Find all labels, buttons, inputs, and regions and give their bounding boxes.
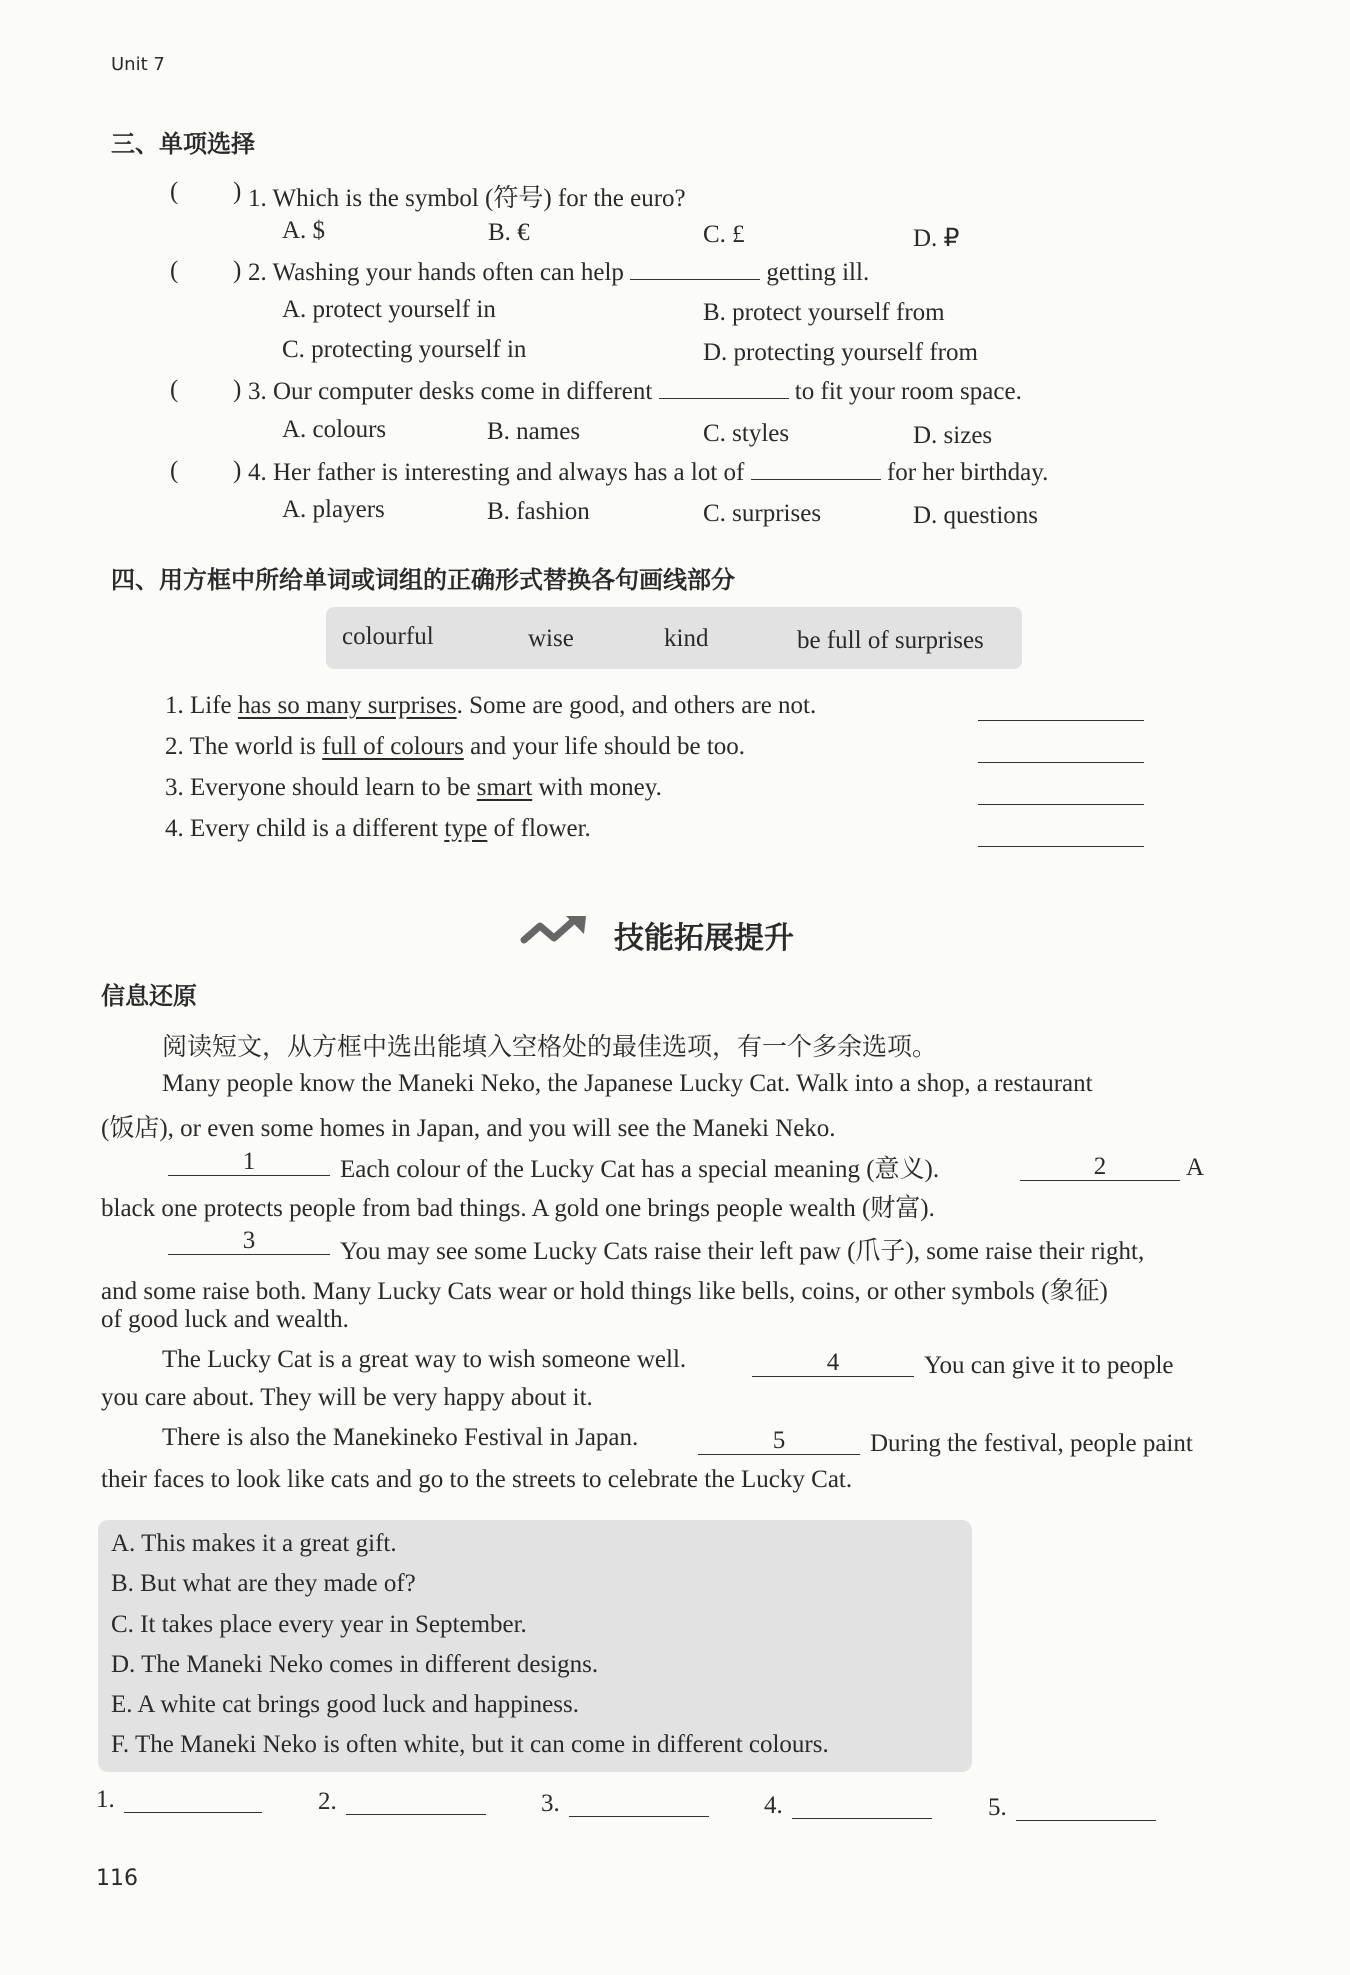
passage-blank-3[interactable]: 3: [168, 1228, 330, 1255]
passage-line: A: [1186, 1154, 1205, 1181]
answer-line-3[interactable]: [978, 804, 1144, 805]
passage-line: you care about. They will be very happy about it.: [101, 1384, 593, 1411]
s2-after: and your life should be too.: [463, 733, 746, 760]
trend-up-icon: [520, 914, 592, 953]
q3-stem-before: 3. Our computer desks come in different: [248, 378, 653, 405]
q1-option-c: C. £: [703, 221, 745, 248]
rewrite-sentence-1: [165, 692, 816, 720]
passage-blank-1[interactable]: 1: [168, 1149, 330, 1176]
passage-line: There is also the Manekineko Festival in Japan.: [162, 1424, 639, 1451]
passage-line: The Lucky Cat is a great way to wish someone well.: [162, 1346, 687, 1373]
q3-stem-after: to fit your room space.: [794, 378, 1022, 405]
option-c: C. It takes place every year in September.: [111, 1611, 527, 1638]
answer-paren-open-4: (: [170, 457, 179, 484]
answer-paren-close-3[interactable]: ): [233, 376, 242, 403]
passage-line: Many people know the Maneki Neko, the Japanese Lucky Cat. Walk into a shop, a restaurant: [162, 1070, 1093, 1097]
answer-label-4: 4.: [764, 1792, 783, 1819]
q2-option-d: D. protecting yourself from: [703, 339, 978, 366]
answer-line-2[interactable]: [978, 762, 1144, 763]
rewrite-sentence-2: [165, 733, 745, 761]
answer-label-1: 1.: [96, 1786, 115, 1813]
passage-line: of good luck and wealth.: [101, 1306, 349, 1333]
word-bank-item-3: kind: [664, 625, 709, 652]
final-answer-line-2[interactable]: [346, 1814, 486, 1815]
passage-line: black one protects people from bad things. A gold one brings people wealth (财富).: [101, 1195, 935, 1222]
answer-line-4[interactable]: [978, 846, 1144, 847]
answer-paren-close-4[interactable]: ): [233, 457, 242, 484]
s2-underlined: full of colours: [322, 733, 464, 760]
q2-stem-before: 2. Washing your hands often can help: [248, 259, 624, 286]
s1-underlined: has so many surprises: [237, 692, 457, 719]
s1-before: 1. Life: [165, 692, 238, 719]
question-stem-1: 1. Which is the symbol (符号) for the euro?: [248, 185, 686, 212]
passage-line: You can give it to people: [924, 1352, 1174, 1379]
section3-title: 三、单项选择: [111, 130, 255, 158]
s1-after: . Some are good, and others are not.: [456, 692, 817, 719]
passage-line: and some raise both. Many Lucky Cats wear or hold things like bells, coins, or other symbols (象征): [101, 1278, 1108, 1305]
answer-paren-open-2: (: [170, 257, 179, 284]
rewrite-sentence-3: [165, 774, 662, 802]
q3-blank[interactable]: [659, 376, 789, 399]
s4-after: of flower.: [487, 815, 591, 842]
q4-option-a: A. players: [282, 496, 385, 523]
q2-stem-after: getting ill.: [766, 259, 870, 286]
page-number: 116: [96, 1866, 138, 1891]
option-d: D. The Maneki Neko comes in different designs.: [111, 1651, 599, 1678]
q2-blank[interactable]: [630, 257, 760, 280]
s3-before: 3. Everyone should learn to be: [165, 774, 477, 801]
word-bank-item-4: be full of surprises: [797, 627, 984, 654]
option-e: E. A white cat brings good luck and happiness.: [111, 1691, 579, 1718]
q4-option-d: D. questions: [913, 502, 1038, 529]
s3-underlined: smart: [476, 774, 533, 801]
final-answer-line-5[interactable]: [1016, 1820, 1156, 1821]
passage-line: Each colour of the Lucky Cat has a special meaning (意义).: [340, 1156, 940, 1183]
answer-label-3: 3.: [541, 1790, 560, 1817]
option-b: B. But what are they made of?: [111, 1570, 416, 1597]
passage-blank-4[interactable]: 4: [752, 1350, 914, 1377]
q4-option-c: C. surprises: [703, 500, 822, 527]
passage-line: During the festival, people paint: [870, 1430, 1193, 1457]
answer-paren-close-2[interactable]: ): [233, 257, 242, 284]
s4-before: 4. Every child is a different: [165, 815, 445, 842]
passage-blank-2[interactable]: 2: [1020, 1154, 1180, 1181]
q3-option-c: C. styles: [703, 420, 790, 447]
q4-blank[interactable]: [751, 457, 881, 480]
skills-subtitle: 信息还原: [101, 982, 197, 1010]
passage-line: You may see some Lucky Cats raise their left paw (爪子), some raise their right,: [340, 1238, 1145, 1265]
answer-paren-open-3: (: [170, 376, 179, 403]
word-bank-item-1: colourful: [342, 623, 434, 650]
final-answer-line-4[interactable]: [792, 1818, 932, 1819]
passage-blank-5[interactable]: 5: [698, 1428, 860, 1455]
question-stem-4: [248, 457, 1048, 487]
final-answer-line-3[interactable]: [569, 1816, 709, 1817]
word-bank-item-2: wise: [528, 625, 574, 652]
q1-option-d: D. ₽: [913, 225, 960, 252]
option-f: F. The Maneki Neko is often white, but it can come in different colours.: [111, 1731, 829, 1758]
q1-option-b: B. €: [488, 219, 530, 246]
q3-option-a: A. colours: [282, 416, 387, 443]
s2-before: 2. The world is: [165, 733, 323, 760]
answer-label-5: 5.: [988, 1794, 1007, 1821]
q1-option-a: A. $: [282, 217, 326, 244]
answer-line-1[interactable]: [978, 720, 1144, 721]
final-answer-line-1[interactable]: [124, 1812, 262, 1813]
q2-option-c: C. protecting yourself in: [282, 336, 527, 363]
s4-underlined: type: [444, 815, 488, 842]
q3-option-d: D. sizes: [913, 422, 993, 449]
option-a: A. This makes it a great gift.: [111, 1530, 397, 1557]
skills-banner-title: 技能拓展提升: [614, 921, 794, 956]
unit-label: Unit 7: [111, 54, 165, 75]
q2-option-a: A. protect yourself in: [282, 296, 496, 323]
section4-title: 四、用方框中所给单词或词组的正确形式替换各句画线部分: [111, 566, 735, 594]
q4-option-b: B. fashion: [487, 498, 590, 525]
passage-line: their faces to look like cats and go to the streets to celebrate the Lucky Cat.: [101, 1466, 853, 1493]
reading-instruction: 阅读短文，从方框中选出能填入空格处的最佳选项，有一个多余选项。: [162, 1034, 938, 1061]
answer-paren-close-1[interactable]: ): [233, 178, 242, 205]
rewrite-sentence-4: [165, 815, 591, 843]
passage-line: (饭店), or even some homes in Japan, and you will see the Maneki Neko.: [101, 1115, 836, 1142]
q2-option-b: B. protect yourself from: [703, 299, 945, 326]
q4-stem-before: 4. Her father is interesting and always has a lot of: [248, 459, 745, 486]
question-stem-3: [248, 376, 1022, 406]
answer-label-2: 2.: [318, 1788, 337, 1815]
question-stem-2: [248, 257, 869, 287]
answer-paren-open-1: (: [170, 178, 179, 205]
s3-after: with money.: [532, 774, 662, 801]
q4-stem-after: for her birthday.: [886, 459, 1049, 486]
q3-option-b: B. names: [487, 418, 581, 445]
